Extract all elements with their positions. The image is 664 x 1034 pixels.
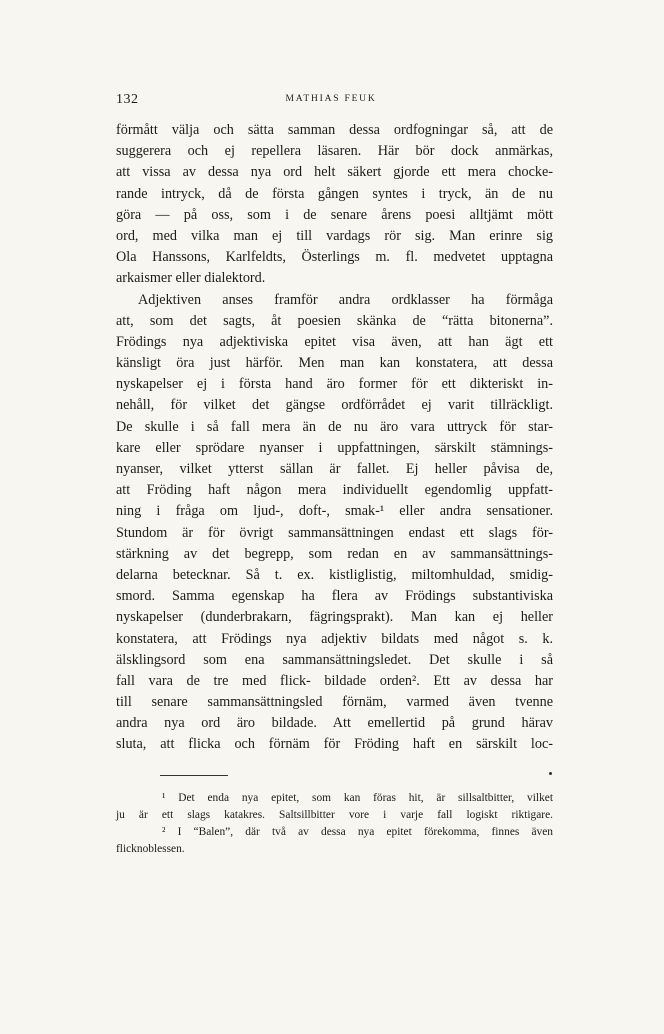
body-line: stärkning av det begrepp, som redan en av sammansättnings-	[116, 545, 553, 562]
body-line: delarna betecknar. Så t. ex. kistliglistig, miltomhuldad, smidig-	[116, 566, 553, 583]
body-line: Stundom är för övrigt sammansättningen endast ett slags för-	[116, 524, 553, 541]
running-head	[116, 92, 546, 112]
body-line: andra nya ord äro bildade. Att emellertid på grund härav	[116, 715, 553, 732]
footnotes	[116, 790, 553, 858]
footnote-rule	[160, 775, 228, 776]
print-mark	[549, 772, 552, 775]
body-line: att Fröding haft någon mera individuellt egendomlig uppfatt-	[116, 482, 553, 499]
body-line: till senare sammansättningsled förnäm, varmed även tvenne	[116, 694, 553, 711]
body-line: De skulle i så fall mera än de nu äro vara uttryck för star-	[116, 418, 553, 435]
body-line: suggerera och ej repellera läsaren. Här bör dock anmärkas,	[116, 143, 553, 160]
footnote-line: flicknoblessen.	[116, 843, 185, 855]
body-line: kare eller sprödare nyanser i uppfattningen, särskilt stämnings-	[116, 439, 553, 456]
body-line: nyskapelser (dunderbrakarn, fägringsprakt). Man kan ej heller	[116, 609, 553, 626]
footnote-line: ² I “Balen”, där två av dessa nya epitet förekomma, finnes även	[162, 826, 553, 838]
body-line: sluta, att flicka och förnäm för Fröding haft en särskilt loc-	[116, 736, 553, 753]
footnote-line: ju är ett slags katakres. Saltsillbitter vore i varje fall logiskt riktigare.	[116, 809, 553, 821]
footnote-line: ¹ Det enda nya epitet, som kan föras hit, är sillsaltbitter, vilket	[162, 792, 553, 804]
body-line: göra — på oss, som i de senare årens poesi alltjämt mött	[116, 206, 553, 223]
body-line: arkaismer eller dialektord.	[116, 270, 266, 287]
body-line: Ola Hanssons, Karlfeldts, Österlings m. fl. medvetet upptagna	[116, 249, 553, 266]
body-line: nyanser, vilket ytterst sällan är fallet. Ej heller påvisa de,	[116, 461, 553, 477]
body-text	[116, 120, 553, 756]
body-line: förmått välja och sätta samman dessa ordfogningar så, att de	[116, 122, 553, 138]
body-line: älsklingsord som ena sammansättningsledet. Det skulle i så	[116, 651, 553, 668]
body-line: Frödings nya adjektiviska epitet visa även, att han ägt ett	[116, 333, 553, 350]
body-line: känsligt öra just härför. Men man kan konstatera, att dessa	[116, 355, 553, 372]
body-line: nehåll, för vilket det gängse ordförrådet ej varit tillräckligt.	[116, 397, 553, 414]
body-line: att vissa av dessa nya ord helt säkert gjorde ett mera chocke-	[116, 164, 553, 181]
body-line: att, som det sagts, åt poesien skänka de “rätta bitonerna”.	[116, 312, 553, 329]
body-line: konstatera, att Frödings nya adjektiv bildats med något s. k.	[116, 630, 553, 647]
page-number: 132	[116, 92, 139, 107]
body-line: smord. Samma egenskap ha flera av Frödings substantiviska	[116, 588, 553, 605]
body-line: fall vara de tre med flick- bildade orden². Ett av dessa har	[116, 672, 553, 689]
body-line: rande intryck, då de första gången syntes i tryck, än de nu	[116, 185, 553, 202]
body-line: Adjektiven anses framför andra ordklasser ha förmåga	[138, 291, 553, 308]
body-line: nyskapelser ej i första hand äro former för ett dikteriskt in-	[116, 376, 553, 393]
running-title: MATHIAS FEUK	[285, 94, 377, 104]
body-line: ning i fråga om ljud-, doft-, smak-¹ eller andra sensationer.	[116, 503, 553, 520]
body-line: ord, med vilka man ej till vardags rör sig. Man erinre sig	[116, 227, 553, 244]
